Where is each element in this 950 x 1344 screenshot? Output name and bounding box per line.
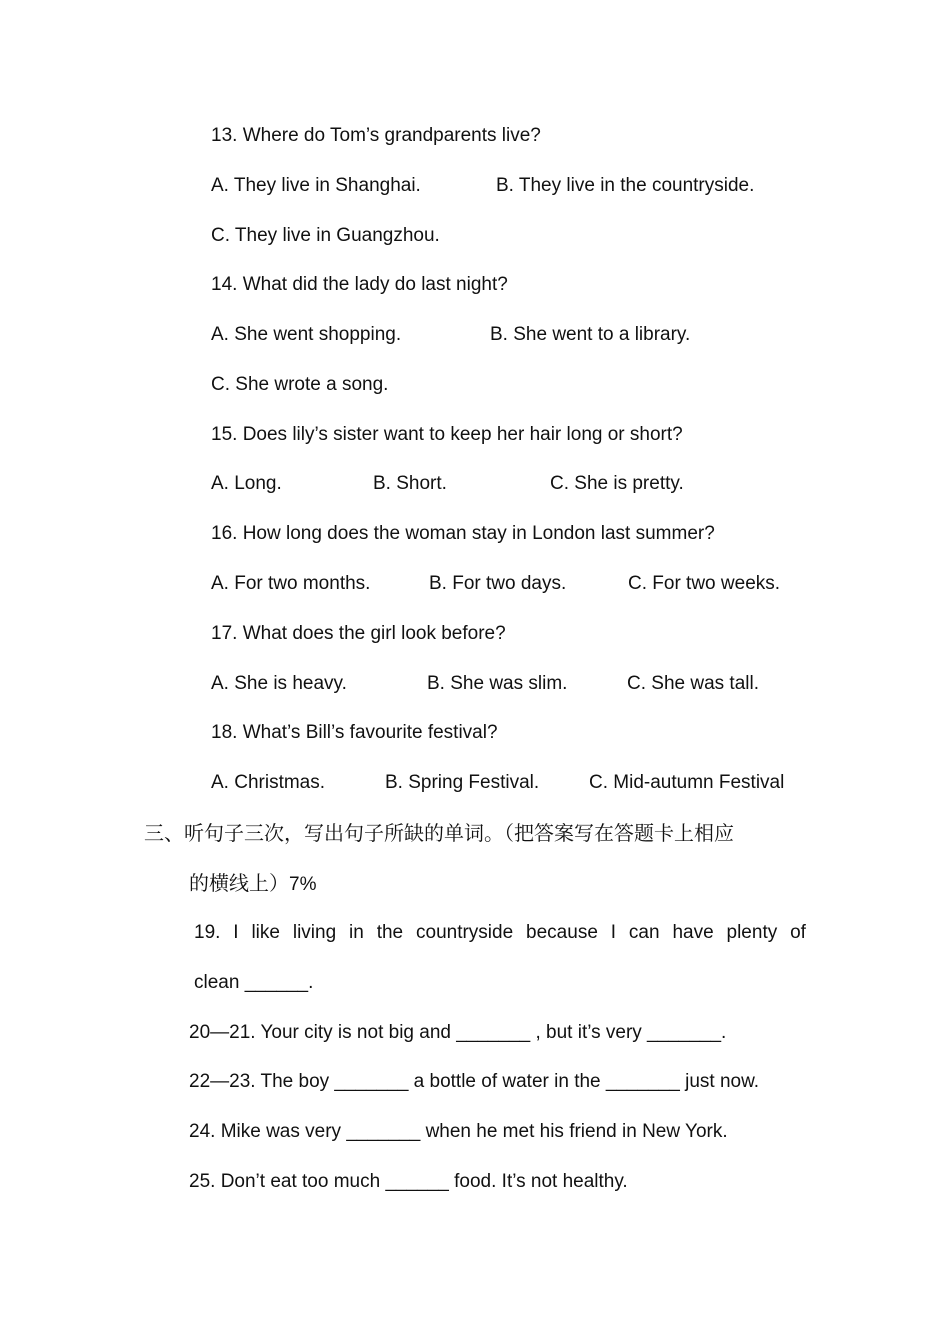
section-3-heading-cn: 的横线上） — [189, 871, 289, 895]
question-15-option-c: C. She is pretty. — [550, 473, 684, 494]
question-15-option-a: A. Long. — [211, 473, 282, 494]
question-15-option-b: B. Short. — [373, 473, 447, 494]
question-19-word: in — [349, 922, 364, 943]
question-14-option-b: B. She went to a library. — [490, 324, 691, 345]
question-19-line-1 — [194, 921, 806, 945]
question-13-option-c: C. They live in Guangzhou. — [211, 225, 440, 246]
question-19-word: plenty — [726, 922, 778, 943]
question-25: 25. Don’t eat too much ______ food. It’s not healthy. — [189, 1171, 628, 1192]
question-19-word: 19. — [194, 922, 221, 943]
section-3-heading-continued — [189, 871, 316, 897]
question-19-word: the — [376, 922, 404, 943]
question-13-prompt: 13. Where do Tom’s grandparents live? — [211, 125, 541, 146]
question-16-prompt: 16. How long does the woman stay in London last summer? — [211, 523, 715, 544]
question-24: 24. Mike was very _______ when he met his friend in New York. — [189, 1121, 728, 1142]
question-14-option-c: C. She wrote a song. — [211, 374, 389, 395]
question-19-word: of — [790, 922, 806, 943]
question-17-option-c: C. She was tall. — [627, 673, 759, 694]
question-19-word: I — [610, 922, 617, 943]
question-18-prompt: 18. What’s Bill’s favourite festival? — [211, 722, 498, 743]
question-18-option-c: C. Mid-autumn Festival — [589, 772, 785, 793]
question-22-23: 22—23. The boy _______ a bottle of water in the _______ just now. — [189, 1071, 760, 1092]
question-13-option-b: B. They live in the countryside. — [496, 175, 755, 196]
question-19-word: like — [251, 922, 280, 943]
question-16-option-b: B. For two days. — [429, 573, 567, 594]
question-19-word: countryside — [416, 922, 514, 943]
question-17-prompt: 17. What does the girl look before? — [211, 623, 506, 644]
question-13-option-a: A. They live in Shanghai. — [211, 175, 421, 196]
question-18-option-a: A. Christmas. — [211, 772, 326, 793]
question-16-option-c: C. For two weeks. — [628, 573, 781, 594]
question-14-prompt: 14. What did the lady do last night? — [211, 274, 508, 295]
question-17-option-b: B. She was slim. — [427, 673, 568, 694]
question-18-option-b: B. Spring Festival. — [385, 772, 540, 793]
section-3-heading: 三、听句子三次，写出句子所缺的单词。（把答案写在答题卡上相应 — [144, 821, 734, 845]
question-19-word: I — [233, 922, 239, 943]
question-19-word: can — [628, 922, 660, 943]
question-19-word: because — [526, 922, 598, 943]
question-19-word: have — [672, 922, 714, 943]
question-14-option-a: A. She went shopping. — [211, 324, 402, 345]
question-15-prompt: 15. Does lily’s sister want to keep her hair long or short? — [211, 424, 683, 445]
question-19-word: living — [292, 922, 337, 943]
question-19-line-2: clean ______. — [194, 972, 314, 993]
section-3-score: 7% — [289, 874, 317, 895]
question-17-option-a: A. She is heavy. — [211, 673, 347, 694]
question-16-option-a: A. For two months. — [211, 573, 371, 594]
question-20-21: 20—21. Your city is not big and _______ , but it’s very _______. — [189, 1022, 727, 1043]
